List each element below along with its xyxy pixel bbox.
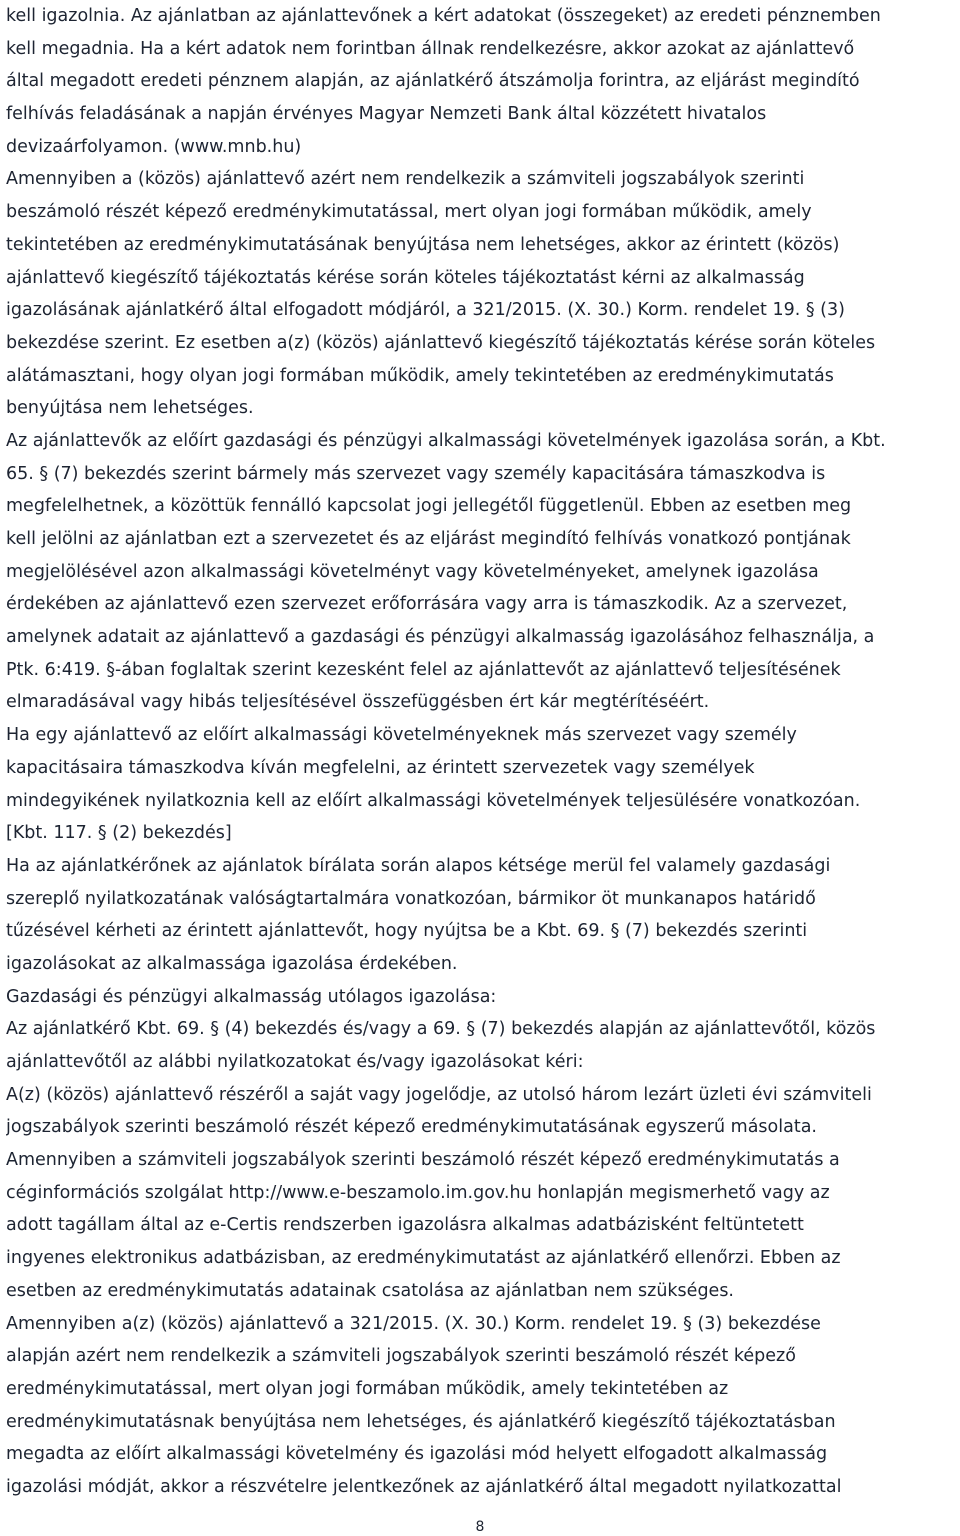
text-line: alátámasztani, hogy olyan jogi formában működik, amely tekintetében az eredménykimutatás <box>6 365 834 386</box>
text-line: esetben az eredménykimutatás adatainak csatolása az ajánlatban nem szükséges. <box>6 1280 734 1301</box>
text-line: tekintetében az eredménykimutatásának benyújtása nem lehetséges, akkor az érintett (közös) <box>6 234 840 255</box>
document-body <box>6 0 956 1504</box>
page-number: 8 <box>475 1519 485 1535</box>
text-line: kell jelölni az ajánlatban ezt a szervezetet és az eljárást megindító felhívás vonatkozó pontjának <box>6 529 851 549</box>
text-line: megfelelhetnek, a közöttük fennálló kapcsolat jogi jellegétől függetlenül. Ebben az esetben meg <box>6 496 852 517</box>
text-line: A(z) (közös) ajánlattevő részéről a saját vagy jogelődje, az utolsó három lezárt üzleti évi számviteli <box>6 1084 872 1105</box>
text-line: beszámoló részét képező eredménykimutatással, mert olyan jogi formában működik, amely <box>6 202 812 223</box>
text-line: által megadott eredeti pénznem alapján, az ajánlatkérő átszámolja forintra, az eljárást megindító <box>6 71 860 92</box>
text-line: Az ajánlatkérő Kbt. 69. § (4) bekezdés és/vagy a 69. § (7) bekezdés alapján az ajánlattevőtől, közös <box>6 1019 876 1040</box>
text-line: megjelölésével azon alkalmassági követelményt vagy követelményeket, amelynek igazolása <box>6 561 819 582</box>
text-line: céginformációs szolgálat http://www.e-beszamolo.im.gov.hu honlapján megismerhető vagy az <box>6 1182 830 1203</box>
text-line: [Kbt. 117. § (2) bekezdés] <box>6 823 232 844</box>
text-line: felhívás feladásának a napján érvényes Magyar Nemzeti Bank által közzétett hivatalos <box>6 104 767 125</box>
text-line: mindegyikének nyilatkoznia kell az előírt alkalmassági követelmények teljesülésére vonatkozóan. <box>6 790 861 811</box>
text-line: eredménykimutatással, mert olyan jogi formában működik, amely tekintetében az <box>6 1378 729 1399</box>
text-line: devizaárfolyamon. (www.mnb.hu) <box>6 136 302 157</box>
text-line: Gazdasági és pénzügyi alkalmasság utólagos igazolása: <box>6 986 497 1007</box>
text-line: tűzésével kérheti az érintett ajánlattevőt, hogy nyújtsa be a Kbt. 69. § (7) bekezdés szerinti <box>6 921 808 942</box>
text-line: Amennyiben a számviteli jogszabályok szerinti beszámoló részét képező eredménykimutatás a <box>6 1150 840 1171</box>
text-line: megadta az előírt alkalmassági követelmény és igazolási mód helyett elfogadott alkalmasság <box>6 1444 828 1465</box>
text-line: kapacitásaira támaszkodva kíván megfelelni, az érintett szervezetek vagy személyek <box>6 757 755 778</box>
text-line: Ha az ajánlatkérőnek az ajánlatok bírálata során alapos kétsége merül fel valamely gazdasági <box>6 855 831 876</box>
text-line: alapján azért nem rendelkezik a számviteli jogszabályok szerinti beszámoló részét képező <box>6 1346 796 1367</box>
text-line: adott tagállam által az e-Certis rendszerben igazolásra alkalmas adatbázisként feltüntetett <box>6 1215 804 1236</box>
text-line: igazolásának ajánlatkérő által elfogadott módjáról, a 321/2015. (X. 30.) Korm. rendelet 19. § (3) <box>6 300 845 321</box>
text-line: benyújtása nem lehetséges. <box>6 398 254 419</box>
text-line: kell megadnia. Ha a kért adatok nem forintban állnak rendelkezésre, akkor azokat az ajánlattevő <box>6 38 855 59</box>
text-line: szereplő nyilatkozatának valóságtartalmára vonatkozóan, bármikor öt munkanapos határidő <box>6 888 816 909</box>
text-line: ajánlattevő kiegészítő tájékoztatás kérése során köteles tájékoztatást kérni az alkalmasság <box>6 267 805 288</box>
text-line: 65. § (7) bekezdés szerint bármely más szervezet vagy személy kapacitására támaszkodva is <box>6 463 826 484</box>
text-line: Amennyiben a (közös) ajánlattevő azért nem rendelkezik a számviteli jogszabályok szerinti <box>6 169 805 190</box>
text-line: eredménykimutatásnak benyújtása nem lehetséges, és ajánlatkérő kiegészítő tájékoztatásban <box>6 1411 836 1432</box>
text-line: ajánlattevőtől az alábbi nyilatkozatokat és/vagy igazolásokat kéri: <box>6 1052 584 1072</box>
text-line: ingyenes elektronikus adatbázisban, az eredménykimutatást az ajánlatkérő ellenőrzi. Ebben az <box>6 1248 841 1269</box>
text-line: amelynek adatait az ajánlattevő a gazdasági és pénzügyi alkalmasság igazolásához felhasználja, a <box>6 627 875 648</box>
text-line: érdekében az ajánlattevő ezen szervezet erőforrására vagy arra is támaszkodik. Az a szervezet, <box>6 594 848 615</box>
text-line: elmaradásával vagy hibás teljesítésével összefüggésben ért kár megtérítéséért. <box>6 692 710 713</box>
text-line: kell igazolnia. Az ajánlatban az ajánlattevőnek a kért adatokat (összegeket) az eredeti pénznemben <box>6 6 881 26</box>
text-line: Az ajánlattevők az előírt gazdasági és pénzügyi alkalmassági követelmények igazolása során, a Kbt. <box>6 430 886 451</box>
text-line: igazolási módját, akkor a részvételre jelentkezőnek az ajánlatkérő által megadott nyilatkozattal <box>6 1476 842 1497</box>
text-line: Ptk. 6:419. §-ában foglaltak szerint kezesként felel az ajánlattevőt az ajánlattevő teljesítésének <box>6 659 841 680</box>
text-line: igazolásokat az alkalmassága igazolása érdekében. <box>6 953 458 974</box>
text-line: jogszabályok szerinti beszámoló részét képező eredménykimutatásának egyszerű másolata. <box>6 1117 817 1138</box>
text-line: Amennyiben a(z) (közös) ajánlattevő a 321/2015. (X. 30.) Korm. rendelet 19. § (3) bekezdése <box>6 1313 821 1334</box>
text-line: bekezdése szerint. Ez esetben a(z) (közös) ajánlattevő kiegészítő tájékoztatás kérése során köteles <box>6 332 876 353</box>
text-line: Ha egy ajánlattevő az előírt alkalmassági követelményeknek más szervezet vagy személy <box>6 725 797 746</box>
